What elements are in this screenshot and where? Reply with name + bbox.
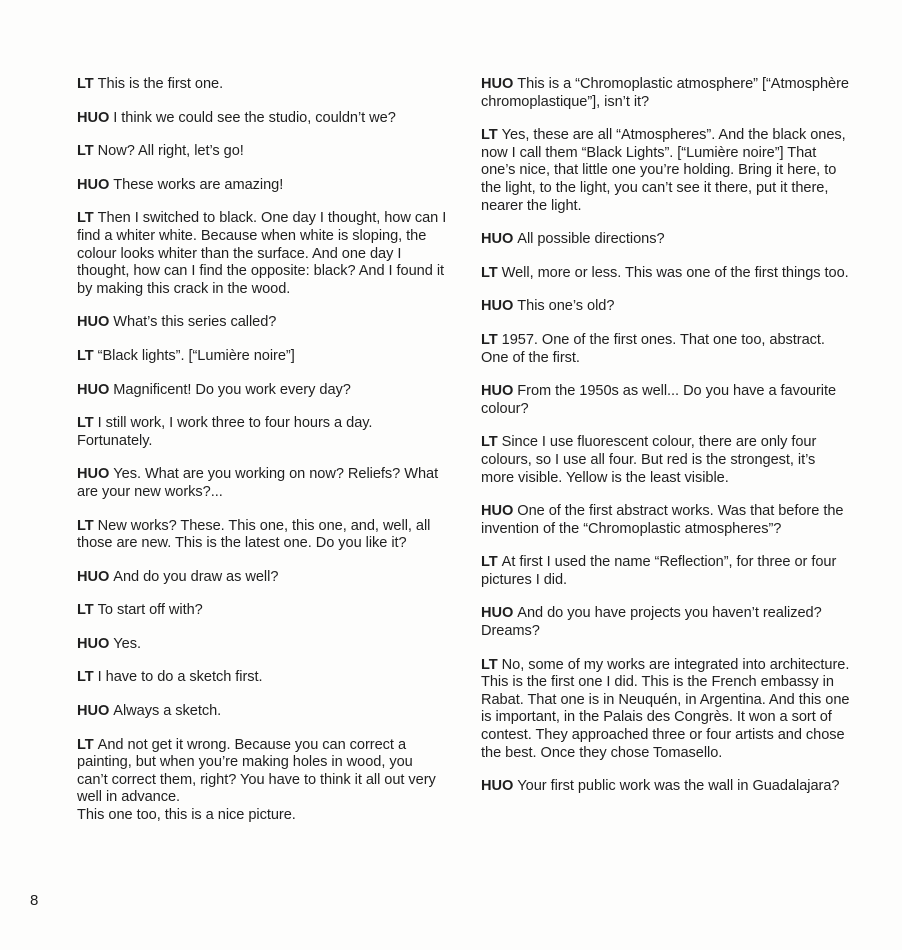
- dialogue-entry: [77, 703, 447, 721]
- dialogue-entry: [481, 503, 851, 538]
- speaker-label: LT: [481, 127, 498, 144]
- dialogue-entry: [481, 127, 851, 215]
- speaker-label: HUO: [481, 231, 514, 248]
- dialogue-entry: [481, 298, 851, 316]
- dialogue-text: Yes. What are you working on now? Reliefs? What are your new works?...: [77, 466, 439, 500]
- dialogue-entry: [77, 143, 447, 161]
- dialogue-entry: [77, 737, 447, 825]
- speaker-label: HUO: [481, 298, 514, 315]
- speaker-label: HUO: [77, 176, 110, 193]
- speaker-label: HUO: [77, 109, 110, 126]
- dialogue-text: And do you have projects you haven’t realized? Dreams?: [481, 605, 822, 640]
- dialogue-text: From the 1950s as well... Do you have a favourite colour?: [481, 383, 837, 417]
- speaker-label: HUO: [481, 605, 514, 622]
- dialogue-text: I have to do a sketch first.: [97, 669, 263, 686]
- dialogue-text: No, some of my works are integrated into architecture. This is the first one I did. This is the French embassy in Rabat. That one is in Neuquén, in Argentina. And this one is important, in the Palais des Congrès. It won a sort of contest. They approached three or four artists and chose the best. Once they chose Tomasello.: [481, 656, 850, 761]
- dialogue-entry: [77, 669, 447, 687]
- dialogue-text: These works are amazing!: [113, 176, 284, 193]
- dialogue-text: One of the first abstract works. Was that before the invention of the “Chromoplastic atmospheres”?: [481, 503, 844, 537]
- dialogue-entry: [77, 466, 447, 501]
- speaker-label: HUO: [77, 568, 110, 585]
- dialogue-entry: [77, 348, 447, 366]
- dialogue-text: And not get it wrong. Because you can correct a painting, but when you’re making holes in wood, you can’t correct them, right? You have to think it all out very well in advance. This one too, this is a nice picture.: [77, 736, 436, 824]
- dialogue-entry: [481, 778, 851, 796]
- speaker-label: LT: [481, 554, 498, 571]
- dialogue-text: Now? All right, let’s go!: [97, 143, 244, 160]
- dialogue-entry: [77, 415, 447, 450]
- dialogue-entry: [77, 518, 447, 553]
- dialogue-entry: [77, 110, 447, 128]
- dialogue-text: Magnificent! Do you work every day?: [113, 381, 351, 398]
- dialogue-text: Yes, these are all “Atmospheres”. And the black ones, now I call them “Black Lights”. [“Lumière noire”] That one’s nice, that little one you’re holding. Bring it here, to the light, to the light, you can’t see it there, put it there, nearer the light.: [481, 127, 846, 214]
- speaker-label: LT: [77, 415, 94, 432]
- speaker-label: LT: [481, 434, 498, 451]
- speaker-label: HUO: [77, 703, 110, 720]
- dialogue-entry: [481, 76, 851, 111]
- speaker-label: HUO: [481, 503, 514, 520]
- dialogue-text: This is a “Chromoplastic atmosphere” [“Atmosphère chromoplastique”], isn’t it?: [481, 76, 849, 110]
- dialogue-entry: [481, 605, 851, 640]
- dialogue-entry: [77, 382, 447, 400]
- speaker-label: HUO: [481, 383, 514, 400]
- left-column: [77, 76, 447, 841]
- dialogue-entry: [77, 76, 447, 94]
- speaker-label: LT: [77, 347, 94, 364]
- page-number: 8: [30, 892, 39, 909]
- speaker-label: LT: [481, 331, 498, 348]
- speaker-label: LT: [77, 76, 94, 92]
- speaker-label: LT: [77, 602, 94, 619]
- speaker-label: LT: [481, 656, 498, 673]
- dialogue-text: What’s this series called?: [113, 314, 277, 331]
- speaker-label: LT: [481, 264, 498, 281]
- speaker-label: HUO: [77, 314, 110, 331]
- dialogue-entry: [481, 231, 851, 249]
- dialogue-text: At first I used the name “Reflection”, for three or four pictures I did.: [481, 554, 837, 588]
- speaker-label: HUO: [77, 635, 110, 652]
- dialogue-entry: [77, 636, 447, 654]
- dialogue-entry: [77, 602, 447, 620]
- dialogue-text: 1957. One of the first ones. That one too, abstract. One of the first.: [481, 331, 825, 366]
- dialogue-text: Always a sketch.: [113, 703, 222, 720]
- speaker-label: LT: [77, 669, 94, 686]
- speaker-label: LT: [77, 736, 94, 753]
- dialogue-text: And do you draw as well?: [113, 568, 279, 585]
- dialogue-text: Since I use fluorescent colour, there are only four colours, so I use all four. But red is the strongest, it’s more visible. Yellow is the least visible.: [481, 434, 817, 486]
- right-column: [481, 76, 851, 812]
- dialogue-text: Then I switched to black. One day I thought, how can I find a whiter white. Because when white is sloping, the colour looks whiter than the surface. And one day I thought, how can I find the opposite: black? And I found it by making this crack in the wood.: [77, 210, 447, 297]
- dialogue-entry: [77, 569, 447, 587]
- dialogue-entry: [481, 265, 851, 283]
- dialogue-entry: [77, 314, 447, 332]
- dialogue-text: All possible directions?: [517, 231, 665, 248]
- dialogue-text: Well, more or less. This was one of the first things too.: [501, 264, 849, 281]
- dialogue-text: Yes.: [113, 635, 141, 652]
- dialogue-entry: [77, 210, 447, 298]
- speaker-label: HUO: [77, 381, 110, 398]
- dialogue-text: This one’s old?: [517, 298, 615, 315]
- dialogue-text: New works? These. This one, this one, and, well, all those are new. This is the latest one. Do you like it?: [77, 517, 431, 552]
- dialogue-text: I still work, I work three to four hours a day. Fortunately.: [77, 415, 373, 449]
- speaker-label: LT: [77, 517, 94, 534]
- speaker-label: LT: [77, 143, 94, 160]
- speaker-label: HUO: [481, 76, 514, 92]
- dialogue-text: “Black lights”. [“Lumière noire”]: [97, 347, 295, 364]
- dialogue-entry: [481, 383, 851, 418]
- speaker-label: HUO: [481, 778, 514, 795]
- dialogue-entry: [77, 177, 447, 195]
- dialogue-text: This is the first one.: [97, 76, 224, 92]
- dialogue-text: I think we could see the studio, couldn’t we?: [113, 109, 396, 126]
- dialogue-entry: [481, 434, 851, 487]
- dialogue-entry: [481, 554, 851, 589]
- dialogue-entry: [481, 332, 851, 367]
- dialogue-entry: [481, 657, 851, 763]
- speaker-label: HUO: [77, 466, 110, 483]
- dialogue-text: To start off with?: [97, 602, 203, 619]
- dialogue-text: Your first public work was the wall in Guadalajara?: [517, 778, 840, 795]
- speaker-label: LT: [77, 210, 94, 227]
